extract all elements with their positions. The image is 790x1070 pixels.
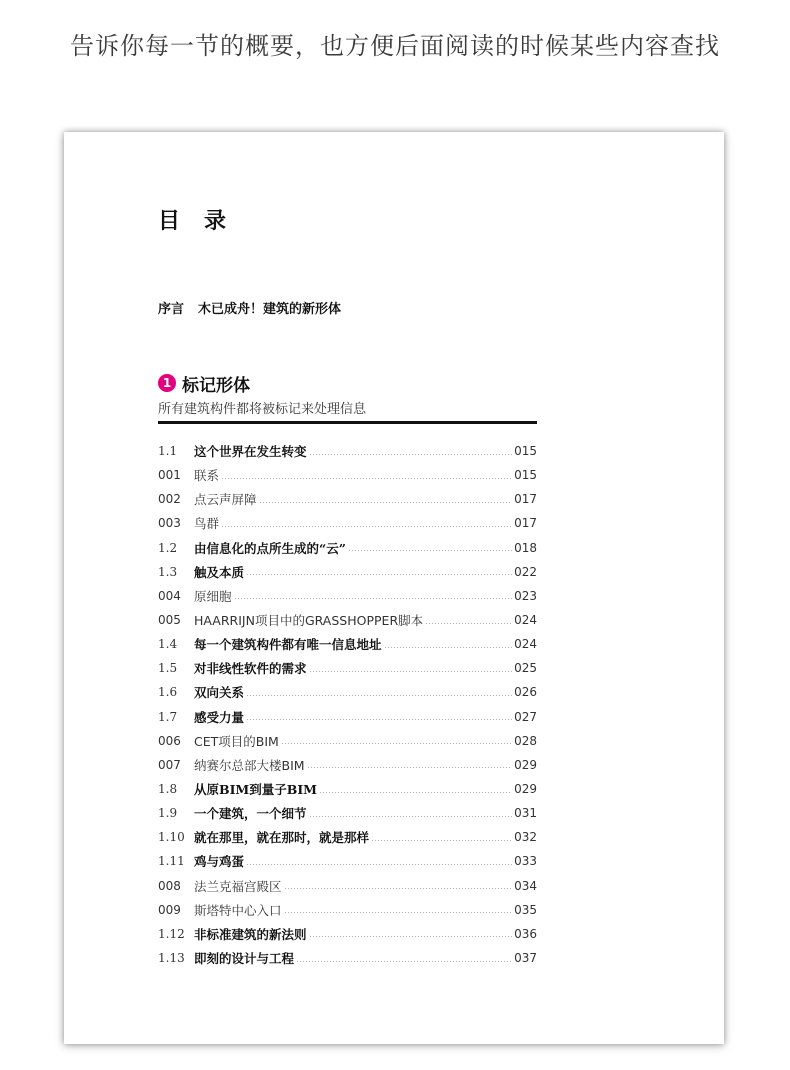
toc-entry-page: 024 — [514, 613, 537, 628]
toc-entry — [158, 801, 537, 825]
toc-entry — [158, 584, 537, 608]
toc-entry-page: 017 — [514, 492, 537, 507]
toc-entry-page: 018 — [514, 540, 537, 555]
toc-entry-number: 1.9 — [158, 806, 178, 821]
chapter-title: 标记形体 — [182, 375, 250, 396]
toc-entry-title: HAARRIJN项目中的GRASSHOPPER脚本 — [194, 613, 424, 629]
toc-entry-page: 015 — [514, 444, 537, 459]
dot-leader — [234, 598, 513, 599]
toc-entry — [158, 487, 537, 511]
toc-entry-title: 双向关系 — [194, 685, 245, 701]
dot-leader — [221, 478, 512, 479]
toc-entry-title: 鸟群 — [194, 516, 220, 532]
toc-entry — [158, 536, 537, 560]
dot-leader — [309, 816, 513, 817]
toc-entry-page: 028 — [514, 733, 537, 748]
toc-entry-title: 就在那里，就在那时，就是那样 — [194, 830, 370, 846]
toc-entry-title: 鸡与鸡蛋 — [194, 854, 245, 870]
toc-entry-number: 003 — [158, 516, 181, 531]
toc-entry-number: 002 — [158, 492, 181, 507]
toc-entry-number: 1.11 — [158, 854, 185, 869]
toc-entry-title: 纳赛尔总部大楼BIM — [194, 757, 305, 773]
toc-entry-page: 017 — [514, 516, 537, 531]
toc-entry-page: 036 — [514, 926, 537, 941]
toc-entry-page: 022 — [514, 564, 537, 579]
book-page — [64, 132, 724, 1044]
toc-entry-title: 每一个建筑构件都有唯一信息地址 — [194, 637, 382, 653]
toc-entry-page: 027 — [514, 709, 537, 724]
toc-entry-number: 1.2 — [158, 540, 178, 555]
toc-entry — [158, 874, 537, 898]
dot-leader — [246, 574, 512, 575]
dot-leader — [425, 623, 512, 624]
toc-entry-title: 对非线性软件的需求 — [194, 661, 307, 677]
toc-entry — [158, 898, 537, 922]
toc-entry-number: 004 — [158, 588, 181, 603]
toc-entry-number: 1.8 — [158, 782, 178, 797]
toc-entry-page: 029 — [514, 757, 537, 772]
toc-entry-page: 034 — [514, 878, 537, 893]
toc-entry-page: 035 — [514, 902, 537, 917]
toc-entry-title: 非标准建筑的新法则 — [194, 926, 307, 942]
chapter-number-badge: 1 — [158, 374, 176, 392]
toc-entry-number: 1.1 — [158, 444, 178, 459]
toc-entry — [158, 729, 537, 753]
dot-leader — [309, 936, 513, 937]
toc-entry-title: 由信息化的点所生成的“云” — [194, 540, 346, 556]
dot-leader — [296, 961, 512, 962]
preface-title: 木已成舟！建筑的新形体 — [198, 302, 342, 317]
toc-entry — [158, 705, 537, 729]
toc-entry — [158, 608, 537, 632]
dot-leader — [259, 502, 513, 503]
dot-leader — [246, 695, 512, 696]
toc-entry — [158, 777, 537, 801]
dot-leader — [371, 840, 512, 841]
toc-entry — [158, 439, 537, 463]
toc-entry-number: 006 — [158, 733, 181, 748]
toc-entry-number: 008 — [158, 878, 181, 893]
chapter-divider — [158, 421, 537, 424]
toc-entry-number: 007 — [158, 757, 181, 772]
toc-entry-page: 029 — [514, 782, 537, 797]
toc-entry-number: 1.3 — [158, 564, 178, 579]
toc-entry-title: CET项目的BIM — [194, 733, 279, 749]
toc-entry-title: 感受力量 — [194, 709, 245, 725]
dot-leader — [309, 671, 513, 672]
dot-leader — [284, 888, 513, 889]
toc-entry — [158, 632, 537, 656]
toc-entry-title: 从原BIM到量子BIM — [194, 782, 317, 798]
dot-leader — [307, 767, 513, 768]
toc-entry-title: 联系 — [194, 468, 220, 484]
toc-entry-number: 1.13 — [158, 951, 185, 966]
preface-label: 序言 — [158, 302, 185, 317]
toc-entry-number: 1.6 — [158, 685, 178, 700]
toc-entry-number: 1.5 — [158, 661, 178, 676]
toc-entry-page: 033 — [514, 854, 537, 869]
dot-leader — [284, 912, 513, 913]
toc-entry-page: 025 — [514, 661, 537, 676]
toc-entry — [158, 849, 537, 873]
preface-entry — [158, 298, 341, 317]
toc-entry-page: 023 — [514, 588, 537, 603]
dot-leader — [348, 550, 512, 551]
dot-leader — [221, 526, 512, 527]
toc-entry-title: 点云声屏障 — [194, 492, 257, 508]
toc-entry-number: 1.10 — [158, 830, 185, 845]
toc-entry-number: 1.4 — [158, 637, 178, 652]
toc-entry-title: 原细胞 — [194, 588, 232, 604]
chapter-subtitle: 所有建筑构件都将被标记来处理信息 — [158, 402, 367, 417]
toc-entry-title: 这个世界在发生转变 — [194, 444, 307, 460]
toc-entry-title: 法兰克福宫殿区 — [194, 878, 282, 894]
toc-entry — [158, 656, 537, 680]
chapter-heading — [158, 371, 250, 395]
toc-title: 目 录 — [158, 209, 228, 234]
dot-leader — [319, 792, 512, 793]
toc-entry-number: 001 — [158, 468, 181, 483]
toc-entry — [158, 463, 537, 487]
toc-entry-number: 009 — [158, 902, 181, 917]
dot-leader — [309, 454, 513, 455]
toc-entry-page: 024 — [514, 637, 537, 652]
toc-entry — [158, 511, 537, 535]
dot-leader — [246, 864, 512, 865]
toc-entry-page: 032 — [514, 830, 537, 845]
toc-entry-page: 015 — [514, 468, 537, 483]
dot-leader — [246, 719, 512, 720]
toc-entry — [158, 680, 537, 704]
toc-entry-title: 斯塔特中心入口 — [194, 902, 282, 918]
toc-entry-title: 触及本质 — [194, 564, 245, 580]
dot-leader — [384, 647, 513, 648]
toc-entry — [158, 825, 537, 849]
toc-entry — [158, 560, 537, 584]
toc-entry-title: 一个建筑，一个细节 — [194, 806, 307, 822]
toc-entry-page: 037 — [514, 951, 537, 966]
toc-entry-number: 1.12 — [158, 926, 185, 941]
toc-entry-page: 026 — [514, 685, 537, 700]
toc-entry — [158, 946, 537, 970]
toc-list — [158, 439, 537, 970]
toc-entry — [158, 753, 537, 777]
toc-entry-page: 031 — [514, 806, 537, 821]
toc-entry-number: 005 — [158, 613, 181, 628]
dot-leader — [281, 743, 512, 744]
toc-entry-number: 1.7 — [158, 709, 178, 724]
toc-entry-title: 即刻的设计与工程 — [194, 951, 295, 967]
toc-entry — [158, 922, 537, 946]
page-caption: 告诉你每一节的概要，也方便后面阅读的时候某些内容查找 — [70, 32, 720, 60]
